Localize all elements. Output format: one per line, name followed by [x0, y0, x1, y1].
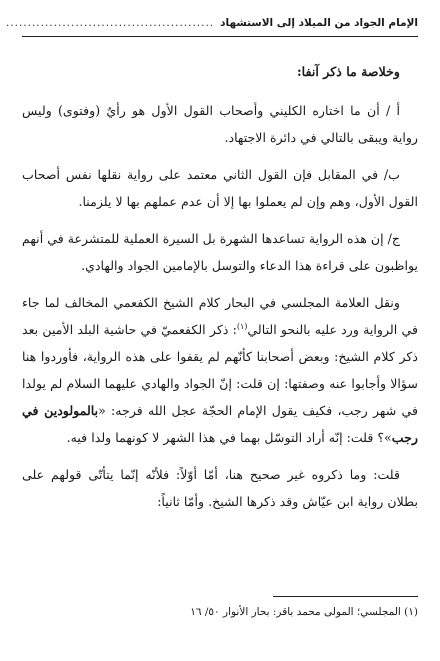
main-text — [22, 58, 418, 525]
quote-text-3: »؟ قلت: إنّه أراد التوسّل بهما في هذا الشهر لا كونهما ولدا فيه. — [66, 430, 392, 445]
quote-text-2: : ذكر الكفعميّ في حاشية البلد الأمين بعد ذكر كلام الشيخ: وبعض أصحابنا كأنّهم لم يقفوا على هذه الرواية، فأوردوا هنا سؤالا وأجابوا عنه وصفتها: إن قلت: إنّ الجواد والهادي عليهما السلام لم يولدا في شهر رجب، فكيف يقول الإمام الحجّة عجل الله فرجه: « — [22, 322, 418, 418]
leader-dots: ................................................ — [5, 17, 215, 29]
footnote-ref[interactable]: (١) — [236, 321, 248, 331]
paragraph-b: ب/ في المقابل فإن القول الثاني معتمد على رواية نقلها نفس أصحاب القول الأول، وهم وإن لم يعملوا بها إلا أن عدم عملهم بها لا يلزمنا. — [22, 167, 418, 209]
section-heading: وخلاصة ما ذكر آنفا: — [297, 64, 400, 79]
running-header — [5, 12, 418, 34]
footnote-rule — [273, 596, 418, 597]
quote-text-1: ونقل العلامة المجلسي في البحار كلام الشيخ الكفعمي المخالف لما جاء في الرواية ورد عليه بالنحو التالي — [22, 295, 418, 337]
paragraph-c: ج/ إن هذه الرواية تساعدها الشهرة بل السيرة العملية للمتشرعة في أنهم يواظبون على قراءة هذا الدعاء والتوسل بالإمامين الجواد والهادي. — [22, 231, 418, 273]
paragraph-response: قلت: وما ذكروه غير صحيح هنا، أمّا أوّلاً: فلأنّه إنّما يتأتّى قولهم على بطلان رواية ابن عيّاش وقد ذكرها الشيخ. وأمّا ثانياً: — [22, 467, 418, 509]
paragraph-a: أ / أن ما اختاره الكليني وأصحاب القول الأول هو رأيٌ (وفتوى) وليس رواية ويبقى بالتالي في دائرة الاجتهاد. — [22, 103, 418, 145]
header-rule — [22, 36, 418, 37]
book-title: الإمام الجواد من الميلاد إلى الاستشهاد — [220, 17, 418, 29]
quote-bold: بالمولودين في رجب — [22, 403, 418, 445]
paragraph-quote — [22, 289, 418, 451]
footnote: (١) المجلسي؛ المولى محمد باقر: بحار الأنوار ٥٠/ ١٦ — [190, 606, 418, 618]
